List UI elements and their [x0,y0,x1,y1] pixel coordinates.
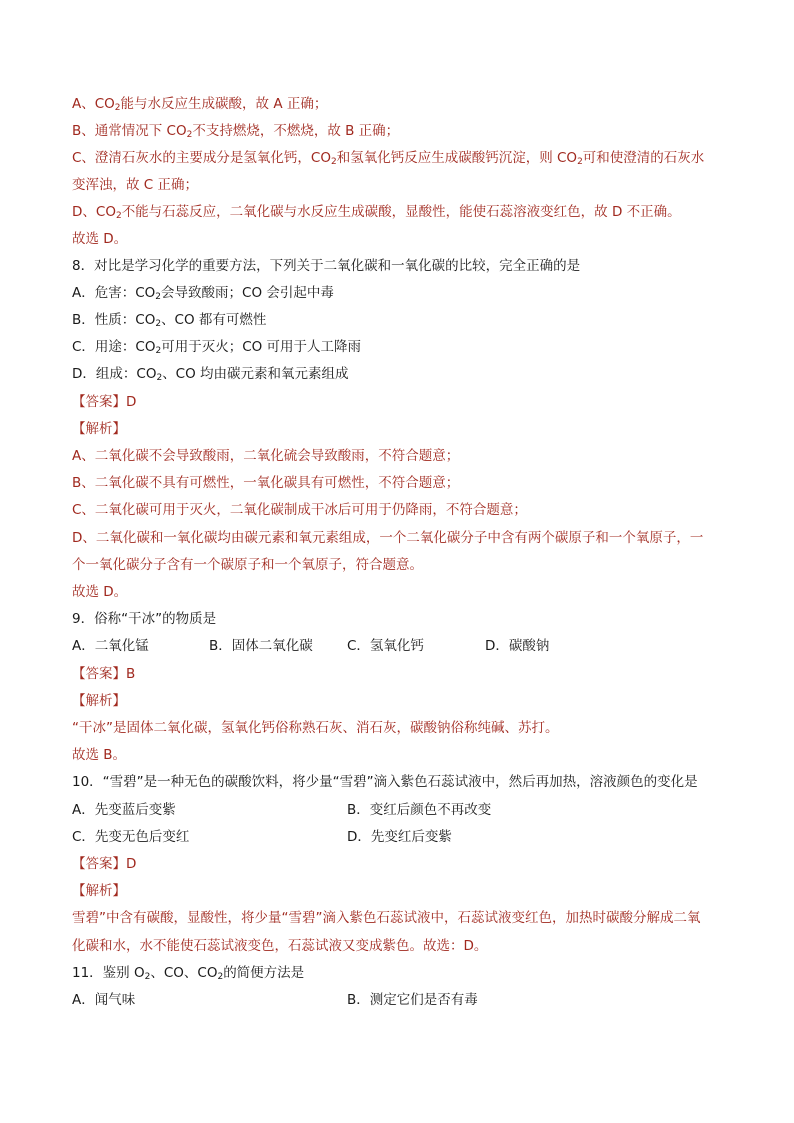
q8-analysis-a: A、二氧化碳不会导致酸雨，二氧化硫会导致酸雨，不符合题意； [72,448,460,464]
prev-choose: 故选 D。 [72,231,128,247]
prev-analysis-a: A、$CO_2$能与水反应生成碳酸，故 A 正确； [72,96,328,113]
q9-option-d: D．碳酸钠 [485,638,550,654]
q10-option-d: D．先变红后变紫 [347,829,452,845]
q9-choose: 故选 B。 [72,747,127,763]
q8-analysis-d-line1: D、二氧化碳和一氧化碳均由碳元素和氧元素组成，一个二氧化碳分子中含有两个碳原子和一个氧原子，一 [72,530,704,546]
q10-option-c: C．先变无色后变红 [72,829,190,845]
prev-analysis-b: B、通常情况下 $CO_2$不支持燃烧，不燃烧，故 B 正确； [72,123,400,140]
q10-analysis-line2: 化碳和水，水不能使石蕊试液变色，石蕊试液又变成紫色。故选：D。 [72,938,488,954]
q8-analysis-d-line2: 个一氧化碳分子含有一个碳原子和一个氧原子，符合题意。 [72,557,423,573]
prev-analysis-c-line2: 变浑浊，故 C 正确； [72,177,199,193]
q9-stem: 9．俗称“干冰”的物质是 [72,611,217,627]
q8-answer: 【答案】D [72,394,137,410]
q10-option-b: B．变红后颜色不再改变 [347,802,492,818]
q10-analysis-line1: 雪碧”中含有碳酸，显酸性，将少量“雪碧”滴入紫色石蕊试液中，石蕊试液变红色，加热时碳酸分解成二氧 [72,910,701,926]
q9-option-c: C．氢氧化钙 [347,638,424,654]
q8-choose: 故选 D。 [72,584,128,600]
q8-stem: 8．对比是学习化学的重要方法，下列关于二氧化碳和一氧化碳的比较，完全正确的是 [72,258,581,274]
q9-analysis: “干冰”是固体二氧化碳，氢氧化钙俗称熟石灰、消石灰，碳酸钠俗称纯碱、苏打。 [72,720,559,736]
prev-analysis-c-line1: C、澄清石灰水的主要成分是氢氧化钙，$CO_2$和氢氧化钙反应生成碳酸钙沉淀，则 $CO_2$可和使澄清的石灰水 [72,150,705,167]
prev-analysis-d: D、$CO_2$不能与石蕊反应，二氧化碳与水反应生成碳酸，显酸性，能使石蕊溶液变红色，故 D 不正确。 [72,204,681,221]
q9-option-a: A．二氧化锰 [72,638,149,654]
q8-analysis-label: 【解析】 [72,421,126,437]
q11-option-b: B．测定它们是否有毒 [347,992,478,1008]
q10-stem: 10．“雪碧”是一种无色的碳酸饮料，将少量“雪碧”滴入紫色石蕊试液中，然后再加热，溶液颜色的变化是 [72,774,698,790]
q11-option-a: A．闻气味 [72,992,136,1008]
q9-answer: 【答案】B [72,666,136,682]
q11-stem: 11．鉴别 $O_2$、CO、$CO_2$的简便方法是 [72,965,305,982]
q9-option-b: B．固体二氧化碳 [209,638,313,654]
q9-analysis-label: 【解析】 [72,693,126,709]
q8-option-b: B．性质：$CO_2$、CO 都有可燃性 [72,312,267,329]
q10-answer: 【答案】D [72,856,137,872]
q8-analysis-b: B、二氧化碳不具有可燃性，一氧化碳具有可燃性，不符合题意； [72,475,460,491]
q10-option-a: A．先变蓝后变紫 [72,802,176,818]
q8-option-d: D．组成：$CO_2$、CO 均由碳元素和氧元素组成 [72,366,349,383]
q8-analysis-c: C、二氧化碳可用于灭火，二氧化碳制成干冰后可用于仍降雨，不符合题意； [72,502,527,518]
q10-analysis-label: 【解析】 [72,883,126,899]
q8-option-c: C．用途：$CO_2$可用于灭火；CO 可用于人工降雨 [72,339,362,356]
q8-option-a: A．危害：$CO_2$会导致酸雨；CO 会引起中毒 [72,285,334,302]
